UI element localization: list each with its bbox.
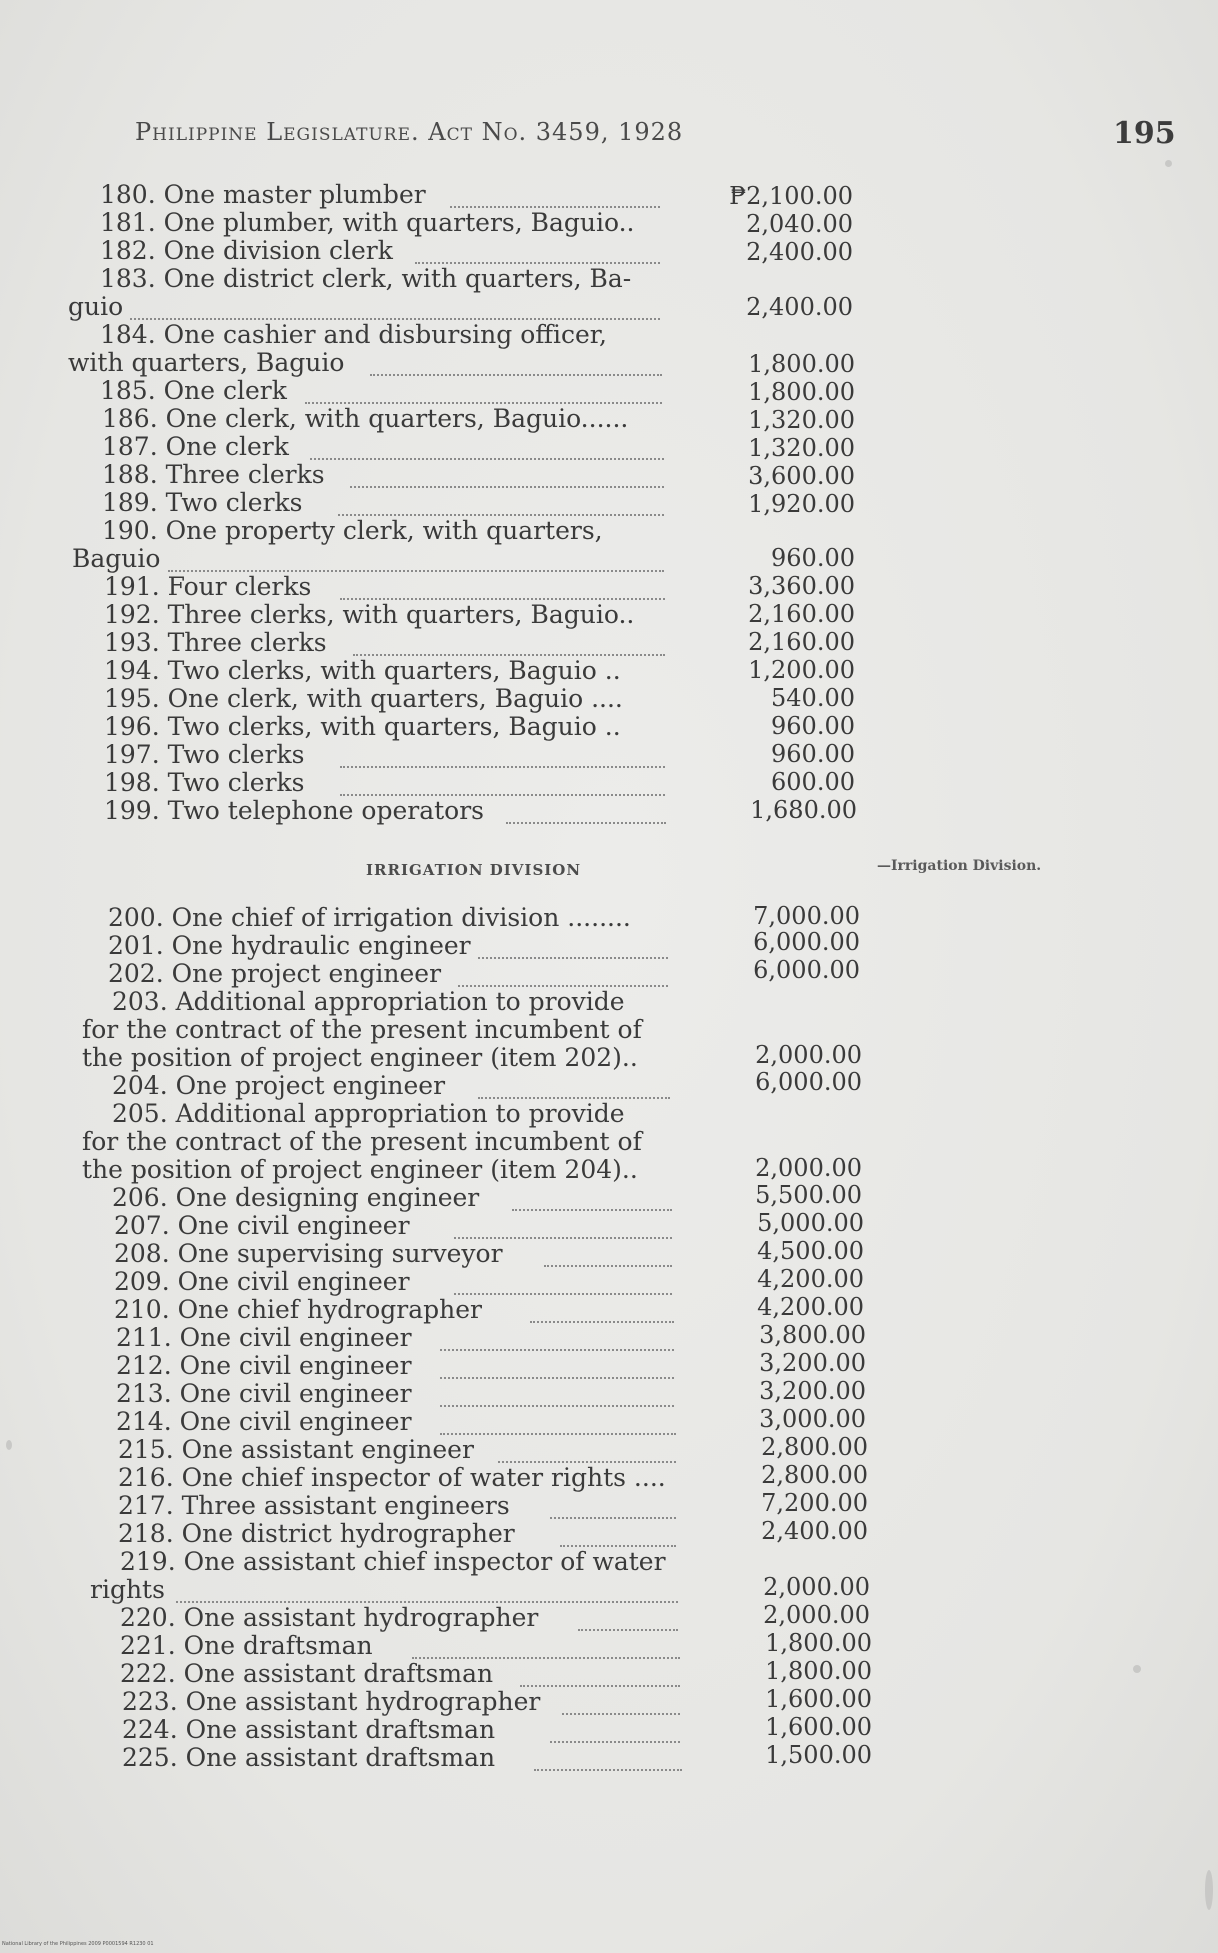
amount-194: 1,200.00 <box>748 656 855 684</box>
leader-dots <box>562 1713 680 1715</box>
list-item-206: 206. One designing engineer <box>112 1183 480 1212</box>
list-item-183-continuation: guio <box>68 292 124 321</box>
amount-215: 2,800.00 <box>761 1433 868 1461</box>
amount-216: 2,800.00 <box>761 1461 868 1489</box>
leader-dots <box>370 374 662 376</box>
amount-219: 2,000.00 <box>763 1573 870 1601</box>
list-item-196: 196. Two clerks, with quarters, Baguio .. <box>104 712 621 741</box>
footer-credit: National Library of the Philippines 2009 P0001594 R1230 01 <box>2 1941 154 1947</box>
scan-speck <box>1205 1870 1213 1910</box>
list-item-211: 211. One civil engineer <box>116 1323 412 1352</box>
scan-speck <box>1133 1665 1141 1673</box>
list-item-184-continuation: with quarters, Baguio <box>68 348 345 377</box>
running-title: Philippine Legislature. Act No. 3459, 1928 <box>135 118 684 146</box>
amount-225: 1,500.00 <box>765 1741 872 1769</box>
list-item-215: 215. One assistant engineer <box>118 1435 474 1464</box>
amount-196: 960.00 <box>771 712 855 740</box>
leader-dots <box>520 1685 680 1687</box>
list-item-201: 201. One hydraulic engineer <box>108 931 471 960</box>
list-item-225: 225. One assistant draftsman <box>122 1743 496 1772</box>
amount-187: 1,320.00 <box>748 434 855 462</box>
amount-201: 6,000.00 <box>753 928 860 956</box>
list-item-182: 182. One division clerk <box>100 236 393 265</box>
leader-dots <box>534 1769 682 1771</box>
amount-186: 1,320.00 <box>748 406 855 434</box>
leader-dots <box>454 1293 672 1295</box>
list-item-183: 183. One district clerk, with quarters, Ba- <box>100 264 632 293</box>
list-item-180: 180. One master plumber <box>100 180 426 209</box>
amount-212: 3,200.00 <box>759 1349 866 1377</box>
section-heading: IRRIGATION DIVISION <box>366 861 582 879</box>
list-item-203: 203. Additional appropriation to provide <box>112 987 625 1016</box>
leader-dots <box>544 1265 672 1267</box>
leader-dots <box>506 822 666 824</box>
amount-208: 4,500.00 <box>757 1237 864 1265</box>
list-item-223: 223. One assistant hydrographer <box>122 1687 541 1716</box>
amount-204: 6,000.00 <box>755 1068 862 1096</box>
list-item-181: 181. One plumber, with quarters, Baguio.. <box>100 208 635 237</box>
list-item-216: 216. One chief inspector of water rights .... <box>118 1463 666 1492</box>
amount-223: 1,600.00 <box>765 1685 872 1713</box>
list-item-214: 214. One civil engineer <box>116 1407 412 1436</box>
page-number: 195 <box>1113 116 1176 151</box>
amount-197: 960.00 <box>771 740 855 768</box>
list-item-191: 191. Four clerks <box>104 572 312 601</box>
list-item-195: 195. One clerk, with quarters, Baguio .... <box>104 684 623 713</box>
list-item-199: 199. Two telephone operators <box>104 796 485 825</box>
amount-200: 7,000.00 <box>753 902 860 930</box>
amount-189: 1,920.00 <box>748 490 855 518</box>
leader-dots <box>512 1209 672 1211</box>
leader-dots <box>440 1433 676 1435</box>
amount-207: 5,000.00 <box>757 1209 864 1237</box>
amount-199: 1,680.00 <box>750 796 857 824</box>
scan-speck <box>1165 160 1172 167</box>
amount-220: 2,000.00 <box>763 1601 870 1629</box>
leader-dots <box>440 1377 674 1379</box>
leader-dots <box>440 1405 674 1407</box>
list-item-188: 188. Three clerks <box>102 460 325 489</box>
list-item-192: 192. Three clerks, with quarters, Baguio.. <box>104 600 635 629</box>
list-item-224: 224. One assistant draftsman <box>122 1715 496 1744</box>
amount-217: 7,200.00 <box>761 1489 868 1517</box>
amount-185: 1,800.00 <box>748 378 855 406</box>
list-item-197: 197. Two clerks <box>104 740 305 769</box>
leader-dots <box>530 1321 674 1323</box>
amount-214: 3,000.00 <box>759 1405 866 1433</box>
list-item-190: 190. One property clerk, with quarters, <box>102 516 603 545</box>
list-item-187: 187. One clerk <box>102 432 289 461</box>
list-item-190-continuation: Baguio <box>72 544 161 573</box>
amount-213: 3,200.00 <box>759 1377 866 1405</box>
amount-203: 2,000.00 <box>755 1041 862 1069</box>
list-item-198: 198. Two clerks <box>104 768 305 797</box>
leader-dots <box>440 1349 674 1351</box>
amount-209: 4,200.00 <box>757 1265 864 1293</box>
list-item-203-continuation: the position of project engineer (item 202).. <box>82 1043 638 1072</box>
list-item-185: 185. One clerk <box>100 376 287 405</box>
list-item-205-continuation: for the contract of the present incumbent of <box>82 1127 642 1156</box>
amount-205: 2,000.00 <box>755 1154 862 1182</box>
leader-dots <box>350 486 664 488</box>
amount-180: ₱2,100.00 <box>729 182 853 210</box>
amount-188: 3,600.00 <box>748 462 855 490</box>
list-item-204: 204. One project engineer <box>112 1071 446 1100</box>
list-item-194: 194. Two clerks, with quarters, Baguio .. <box>104 656 621 685</box>
amount-211: 3,800.00 <box>759 1321 866 1349</box>
amount-218: 2,400.00 <box>761 1517 868 1545</box>
amount-198: 600.00 <box>771 768 855 796</box>
amount-190: 960.00 <box>771 544 855 572</box>
list-item-184: 184. One cashier and disbursing officer, <box>100 320 607 349</box>
list-item-222: 222. One assistant draftsman <box>120 1659 494 1688</box>
amount-181: 2,040.00 <box>746 210 853 238</box>
amount-206: 5,500.00 <box>755 1181 862 1209</box>
list-item-218: 218. One district hydrographer <box>118 1519 515 1548</box>
margin-note: —Irrigation Division. <box>877 858 1042 874</box>
list-item-202: 202. One project engineer <box>108 959 442 988</box>
amount-222: 1,800.00 <box>765 1657 872 1685</box>
amount-224: 1,600.00 <box>765 1713 872 1741</box>
amount-193: 2,160.00 <box>748 628 855 656</box>
list-item-221: 221. One draftsman <box>120 1631 373 1660</box>
list-item-203-continuation: for the contract of the present incumbent of <box>82 1015 642 1044</box>
list-item-220: 220. One assistant hydrographer <box>120 1603 539 1632</box>
amount-184: 1,800.00 <box>748 350 855 378</box>
list-item-189: 189. Two clerks <box>102 488 303 517</box>
scan-speck <box>6 1440 12 1450</box>
list-item-213: 213. One civil engineer <box>116 1379 412 1408</box>
list-item-219: 219. One assistant chief inspector of water <box>120 1547 666 1576</box>
leader-dots <box>550 1517 676 1519</box>
list-item-205-continuation: the position of project engineer (item 204).. <box>82 1155 638 1184</box>
leader-dots <box>340 766 665 768</box>
list-item-219-continuation: rights <box>90 1575 165 1604</box>
amount-182: 2,400.00 <box>746 238 853 266</box>
amount-195: 540.00 <box>771 684 855 712</box>
amount-183: 2,400.00 <box>746 293 853 321</box>
list-item-209: 209. One civil engineer <box>114 1267 410 1296</box>
list-item-212: 212. One civil engineer <box>116 1351 412 1380</box>
list-item-193: 193. Three clerks <box>104 628 327 657</box>
leader-dots <box>578 1629 678 1631</box>
list-item-200: 200. One chief of irrigation division ........ <box>108 903 631 932</box>
amount-221: 1,800.00 <box>765 1629 872 1657</box>
list-item-186: 186. One clerk, with quarters, Baguio...... <box>102 404 629 433</box>
leader-dots <box>550 1741 680 1743</box>
list-item-217: 217. Three assistant engineers <box>118 1491 510 1520</box>
leader-dots <box>310 458 664 460</box>
list-item-207: 207. One civil engineer <box>114 1211 410 1240</box>
leader-dots <box>478 957 668 959</box>
amount-210: 4,200.00 <box>757 1293 864 1321</box>
amount-191: 3,360.00 <box>748 572 855 600</box>
amount-192: 2,160.00 <box>748 600 855 628</box>
list-item-208: 208. One supervising surveyor <box>114 1239 503 1268</box>
amount-202: 6,000.00 <box>753 956 860 984</box>
list-item-205: 205. Additional appropriation to provide <box>112 1099 625 1128</box>
list-item-210: 210. One chief hydrographer <box>114 1295 482 1324</box>
